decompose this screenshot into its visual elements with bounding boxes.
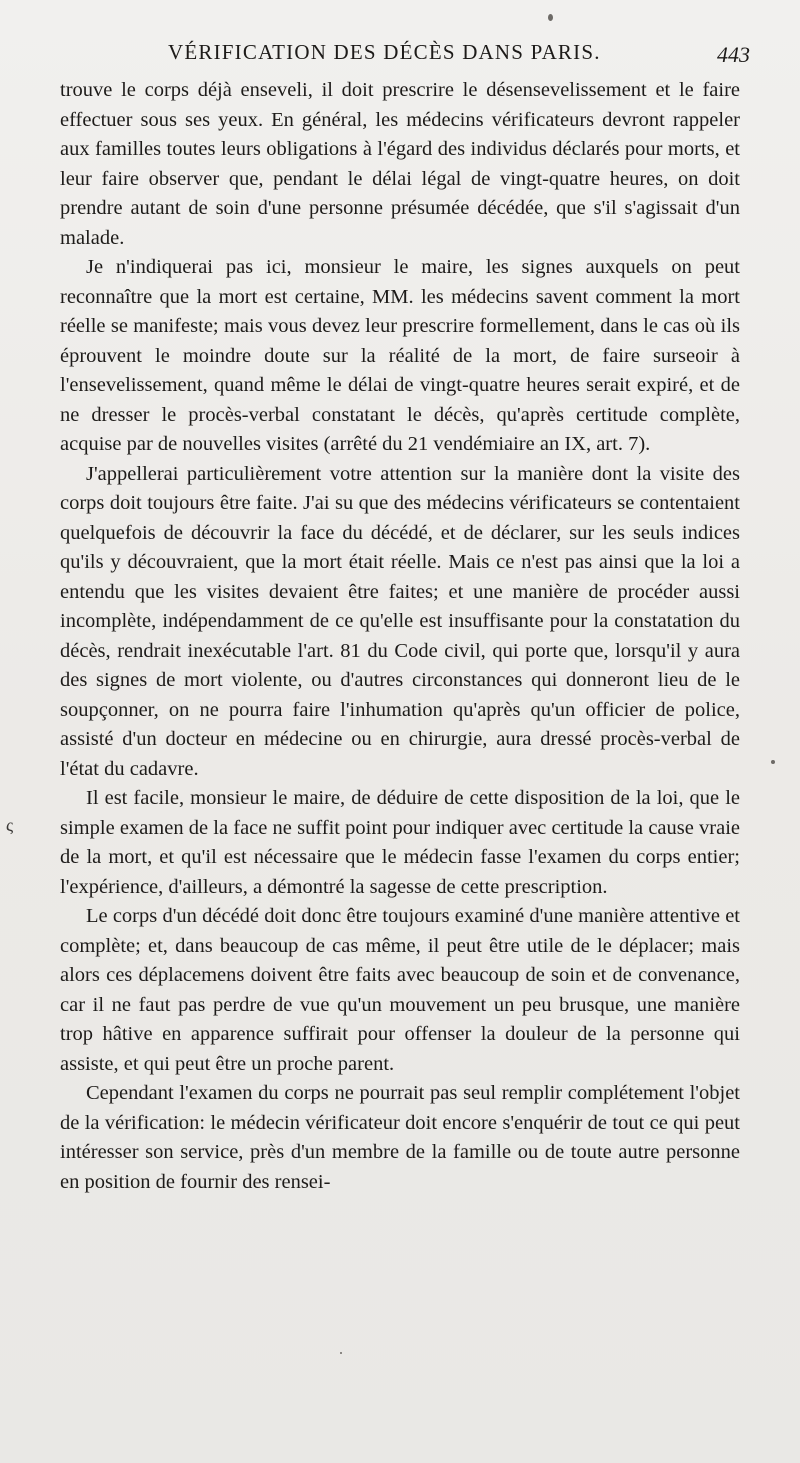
- paragraph-body-examination: Le corps d'un décédé doit donc être toujours examiné d'une manière attentive et complète; et, dans beaucoup de cas même, il peut être utile de le déplacer; mais alors ces déplacemens doivent être faits avec beaucoup de soin et de convenance, car il ne faut pas perdre de vue qu'un mouvement un peu brusque, une manière trop hâtive en apparence suffirait pour offenser la douleur de la personne qui assiste, et qui peut être un proche parent.: [60, 905, 740, 1075]
- paragraph-visit-of-bodies: J'appellerai particulièrement votre attention sur la manière dont la visite des corps doit toujours être faite. J'ai su que des médecins vérificateurs se contentaient quelquefois de découvrir la face du décédé, et de déclarer, sur les seuls indices qu'ils y découvraient, que la mort était réelle. Mais ce n'est pas ainsi que la loi a entendu que les visites devaient être faites; et une manière de procéder aussi incomplète, indépendamment de ce qu'elle est insuffisante pour la constatation du décès, rendrait inexécutable l'art. 81 du Code civil, qui porte que, lorsqu'il y aura des signes de mort violente, ou d'autres circonstances qui donneront lieu de le soupçonner, on ne pourra faire l'inhumation qu'après qu'un officier de police, assisté d'un docteur en médecine ou en chirurgie, aura dressé procès-verbal de l'état du cadavre.: [60, 462, 740, 780]
- body-text: [60, 76, 740, 1197]
- ink-speck: [771, 760, 775, 764]
- paragraph-continued: trouve le corps déjà enseveli, il doit prescrire le désensevelissement et le faire effectuer sous ses yeux. En général, les médecins vérificateurs devront rappeler aux familles toutes leurs obligations à l'égard des individus déclarés pour morts, et leur faire observer que, pendant le délai légal de vingt-quatre heures, on doit prendre autant de soin d'une personne présumée décédée, que s'il s'agissait d'un malade.: [60, 79, 740, 249]
- ink-speck: [548, 14, 553, 21]
- paragraph-signs-of-death: Je n'indiquerai pas ici, monsieur le maire, les signes auxquels on peut reconnaître que la mort est certaine, MM. les médecins savent comment la mort réelle se manifeste; mais vous devez leur prescrire formellement, dans le cas où ils éprouvent le moindre doute sur la réalité de la mort, de faire surseoir à l'ensevelissement, quand même le délai de vingt-quatre heures serait expiré, et de ne dresser le procès-verbal constatant le décès, qu'après certitude complète, acquise par de nouvelles visites (arrêté du 21 vendémiaire an IX, art. 7).: [60, 256, 740, 455]
- paragraph-inquiry: Cependant l'examen du corps ne pourrait pas seul remplir complétement l'objet de la vérification: le médecin vérificateur doit encore s'enquérir de tout ce qui peut intéresser son service, près d'un membre de la famille ou de toute autre personne en position de fournir des rensei-: [60, 1082, 740, 1193]
- paragraph-law-deduction: Il est facile, monsieur le maire, de déduire de cette disposition de la loi, que le simple examen de la face ne suffit point pour indiquer avec certitude la cause vraie de la mort, et qu'il est nécessaire que le médecin fasse l'examen du corps entier; l'expérience, d'ailleurs, a démontré la sagesse de cette prescription.: [60, 787, 740, 898]
- running-title: VÉRIFICATION DES DÉCÈS DANS PARIS.: [168, 40, 601, 64]
- page-number: 443: [717, 42, 750, 67]
- ink-speck: [340, 1352, 342, 1354]
- margin-mark: ς: [6, 815, 14, 835]
- page-header: [60, 40, 750, 74]
